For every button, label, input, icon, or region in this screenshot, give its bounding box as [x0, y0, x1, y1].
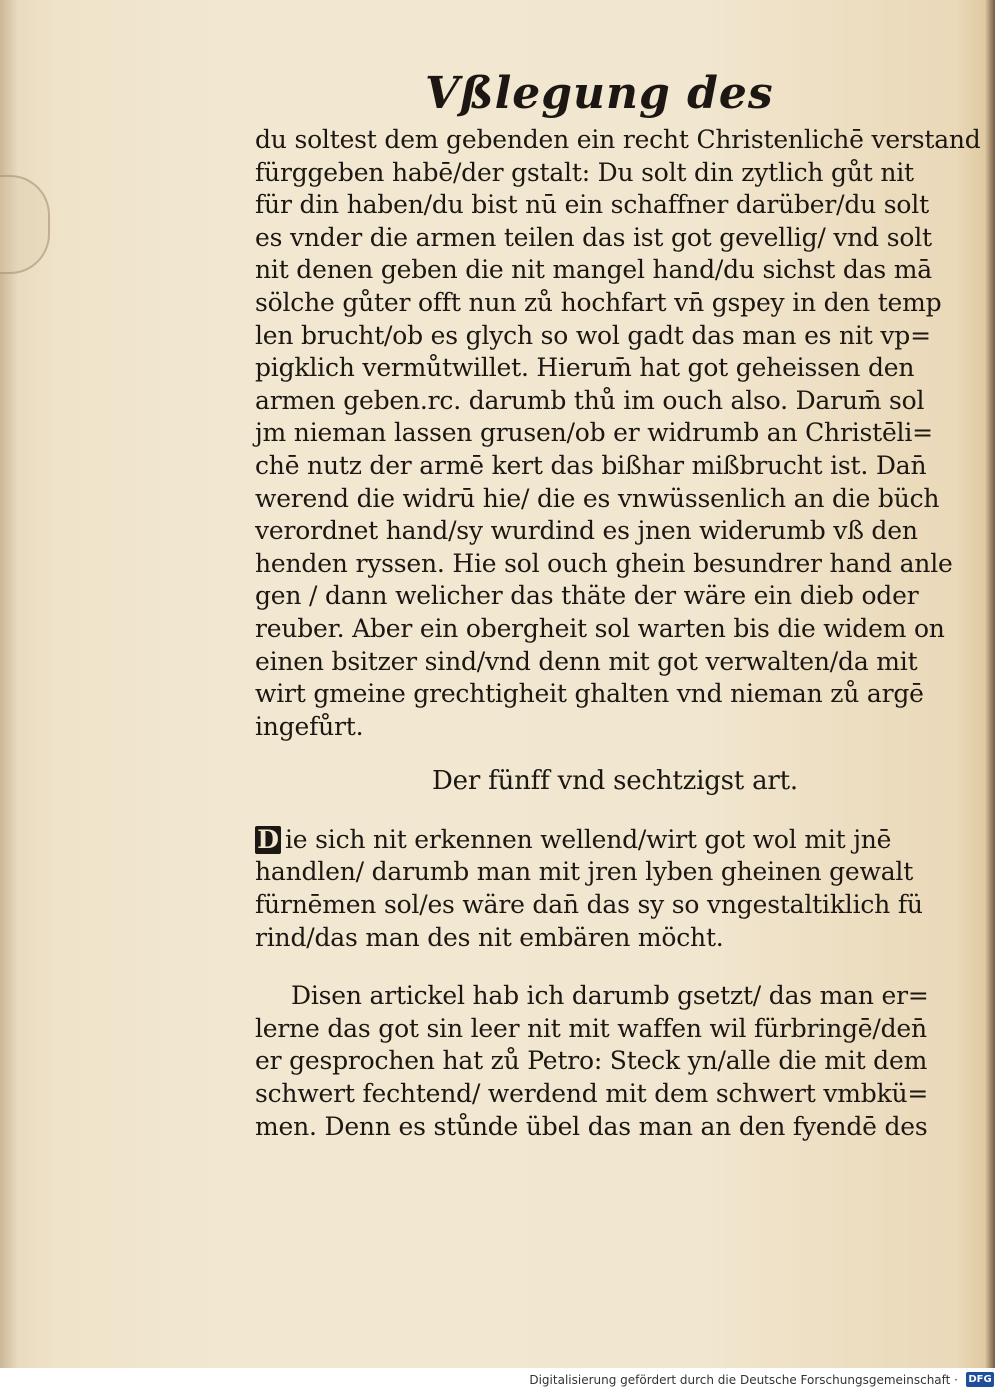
line-text: gen / dann welicher das thäte der wäre ein dieb oder — [255, 581, 919, 611]
line-text: sölche gůter offt nun zů hochfart vn̄ gspey in den temp — [255, 287, 942, 317]
text-line — [255, 678, 924, 711]
line-text: reuber. Aber ein obergheit sol warten bis die widem on — [255, 613, 945, 643]
text-line — [255, 515, 918, 548]
text-line — [255, 320, 931, 353]
text-line — [255, 1045, 928, 1078]
text-line — [255, 287, 942, 320]
text-line — [255, 189, 929, 222]
line-text: nit denen geben die nit mangel hand/du sichst das mā — [255, 255, 932, 285]
digitization-footer — [0, 1368, 1000, 1392]
text-line — [255, 417, 933, 450]
line-text: ie sich nit erkennen wellend/wirt got wol mit jnē — [285, 824, 892, 854]
text-line — [255, 483, 940, 516]
line-text: jm nieman lassen grusen/ob er widrumb an Christēli= — [255, 418, 933, 448]
text-line — [255, 922, 915, 955]
line-text: handlen/ darumb man mit jren lyben gheinen gewalt — [255, 857, 914, 887]
paragraph-3 — [255, 980, 929, 1143]
line-text: verordnet hand/sy wurdind es jnen widerumb vß den — [255, 516, 918, 546]
line-text: ingefůrt. — [255, 711, 364, 741]
text-line — [255, 124, 981, 157]
line-text: chē nutz der armē kert das bißhar mißbrucht ist. Dan̄ — [255, 450, 927, 480]
paragraph-2 — [255, 824, 923, 954]
running-head: Vßlegung des — [425, 68, 774, 119]
text-line — [255, 856, 915, 889]
text-line — [255, 1013, 927, 1046]
text-line — [255, 824, 915, 857]
line-text: einen bsitzer sind/vnd denn mit got verwalten/da mit — [255, 646, 918, 676]
text-line — [255, 646, 918, 679]
line-text: armen geben.rc. darumb thů im ouch also. Darum̄ sol — [255, 385, 925, 415]
text-line — [255, 1078, 929, 1111]
line-text: rind/das man des nit embären möcht. — [255, 922, 724, 952]
line-text: lerne das got sin leer nit mit waffen wil fürbringē/den̄ — [255, 1013, 927, 1043]
text-line — [255, 450, 927, 483]
line-text: men. Denn es stůnde übel das man an den fyendē des — [255, 1111, 928, 1141]
page-tab-mark — [0, 175, 50, 274]
line-text: schwert fechtend/ werdend mit dem schwert vmbkü= — [255, 1079, 929, 1109]
line-text: pigklich vermůtwillet. Hierum̄ hat got geheissen den — [255, 353, 915, 383]
line-text: werend die widrū hie/ die es vnwüssenlich an die büch — [255, 483, 940, 513]
text-line — [255, 980, 929, 1013]
text-line — [255, 548, 953, 581]
line-text: henden ryssen. Hie sol ouch ghein besundrer hand anle — [255, 548, 953, 578]
text-line — [255, 254, 932, 287]
text-line — [255, 352, 915, 385]
line-text: du soltest dem gebenden ein recht Christenlichē verstand — [255, 125, 981, 154]
text-line — [255, 1111, 928, 1144]
line-text: wirt gmeine grechtigheit ghalten vnd nieman zů argē — [255, 679, 924, 709]
line-text: es vnder die armen teilen das ist got gevellig/ vnd solt — [255, 222, 932, 252]
line-text: er gesprochen hat zů Petro: Steck yn/alle die mit dem — [255, 1046, 928, 1076]
text-line — [255, 711, 915, 744]
paragraph-1 — [255, 124, 981, 743]
line-text: Disen artickel hab ich darumb gsetzt/ das man er= — [291, 981, 929, 1011]
text-line — [255, 613, 945, 646]
text-block — [255, 124, 981, 1143]
line-text: len brucht/ob es glych so wol gadt das man es nit vp= — [255, 320, 931, 350]
text-line — [255, 222, 932, 255]
line-text: fürnēmen sol/es wäre dan̄ das sy so vngestaltiklich fü — [255, 890, 923, 920]
line-text: für din haben/du bist nū ein schaffner darüber/du solt — [255, 190, 929, 220]
dfg-logo: DFG — [966, 1372, 994, 1387]
text-line — [255, 385, 925, 418]
line-text: fürggeben habē/der gstalt: Du solt din zytlich gůt nit — [255, 157, 914, 187]
text-line — [255, 889, 923, 922]
text-line — [255, 580, 919, 613]
text-line — [255, 157, 915, 190]
section-heading: Der fünff vnd sechtzigst art. — [432, 766, 798, 797]
initial-letter: D — [255, 826, 281, 854]
funding-credit: Digitalisierung gefördert durch die Deutsche Forschungsgemeinschaft · — [529, 1373, 958, 1387]
